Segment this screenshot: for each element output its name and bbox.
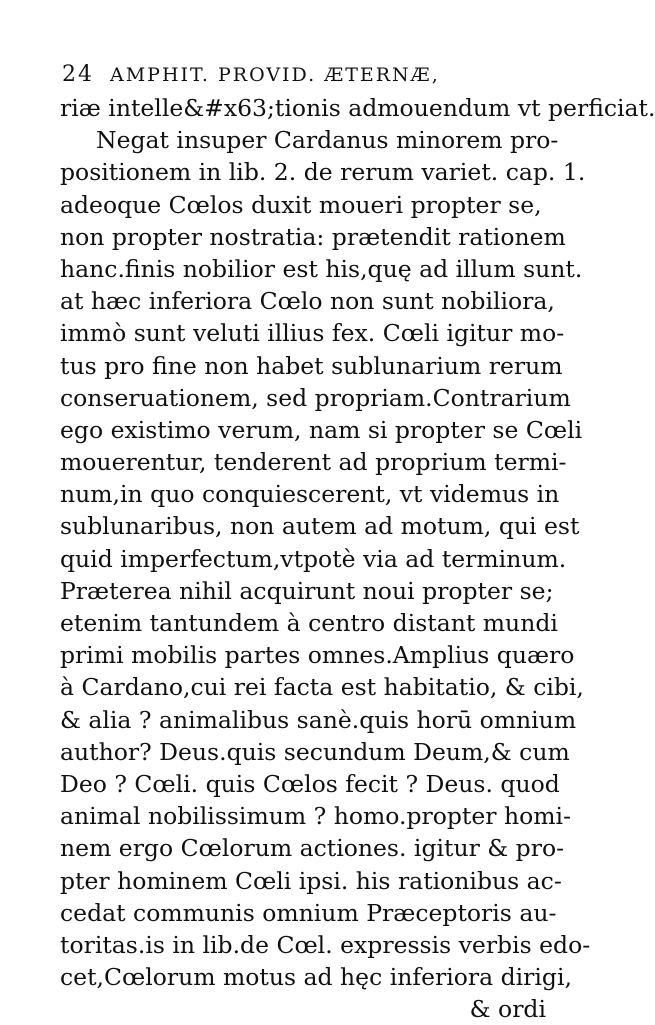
text-line: primi mobilis partes omnes.Amplius quæro bbox=[60, 641, 575, 670]
running-title: AMPHIT. PROVID. ÆTERNÆ, bbox=[110, 64, 440, 86]
running-header bbox=[62, 62, 542, 92]
text-line: Negat insuper Cardanus minorem pro- bbox=[96, 126, 559, 155]
text-line: pter hominem Cœli ipsi. his rationibus ac- bbox=[60, 866, 562, 895]
text-line: tus pro fine non habet sublunarium rerum bbox=[60, 351, 563, 380]
text-line: adeoque Cœlos duxit moueri propter se, bbox=[60, 190, 542, 219]
text-line: non propter nostratia: prætendit rationem bbox=[60, 222, 566, 251]
text-line: etenim tantundem à centro distant mundi bbox=[60, 609, 558, 637]
text-line: à Cardano,cui rei facta est habitatio, & cibi, bbox=[60, 673, 584, 702]
text-line: nem ergo Cœlorum actiones. igitur & pro- bbox=[60, 834, 565, 863]
page-number: 24 bbox=[62, 62, 94, 87]
text-line: positionem in lib. 2. de rerum variet. cap. 1. bbox=[60, 158, 586, 187]
text-line: riæ intelle&#x63;tionis admouendum vt perficiat. bbox=[60, 94, 655, 122]
text-line: animal nobilissimum ? homo.propter homi- bbox=[60, 802, 572, 831]
text-line: mouerentur, tenderent ad proprium termi- bbox=[60, 448, 567, 477]
text-line: hanc.finis nobilior est his,quę ad illum sunt. bbox=[60, 254, 583, 283]
body-text bbox=[60, 92, 655, 1025]
catchword: & ordi bbox=[469, 995, 546, 1024]
text-line: author? Deus.quis secundum Deum,& cum bbox=[60, 737, 570, 766]
text-line: conseruationem, sed propriam.Contrarium bbox=[60, 383, 571, 412]
text-line: toritas.is in lib.de Cœl. expressis verbis edo- bbox=[60, 930, 591, 959]
text-line: cet,Cœlorum motus ad hęc inferiora dirigi, bbox=[60, 963, 572, 992]
text-line: immò sunt veluti illius fex. Cœli igitur mo- bbox=[60, 319, 565, 348]
text-line: quid imperfectum,vtpotè via ad terminum. bbox=[60, 544, 567, 573]
text-line: num,in quo conquiescerent, vt videmus in bbox=[60, 480, 560, 509]
text-line: cedat communis omnium Præceptoris au- bbox=[60, 898, 557, 927]
text-line: ego existimo verum, nam si propter se Cœli bbox=[60, 415, 583, 444]
text-line: at hæc inferiora Cœlo non sunt nobiliora, bbox=[60, 287, 555, 316]
text-line: Præterea nihil acquirunt noui propter se; bbox=[60, 576, 554, 605]
text-line: Deo ? Cœli. quis Cœlos fecit ? Deus. quod bbox=[60, 769, 560, 798]
text-line: & alia ? animalibus sanè.quis horū omnium bbox=[60, 705, 577, 734]
text-line: sublunaribus, non autem ad motum, qui est bbox=[60, 512, 580, 541]
